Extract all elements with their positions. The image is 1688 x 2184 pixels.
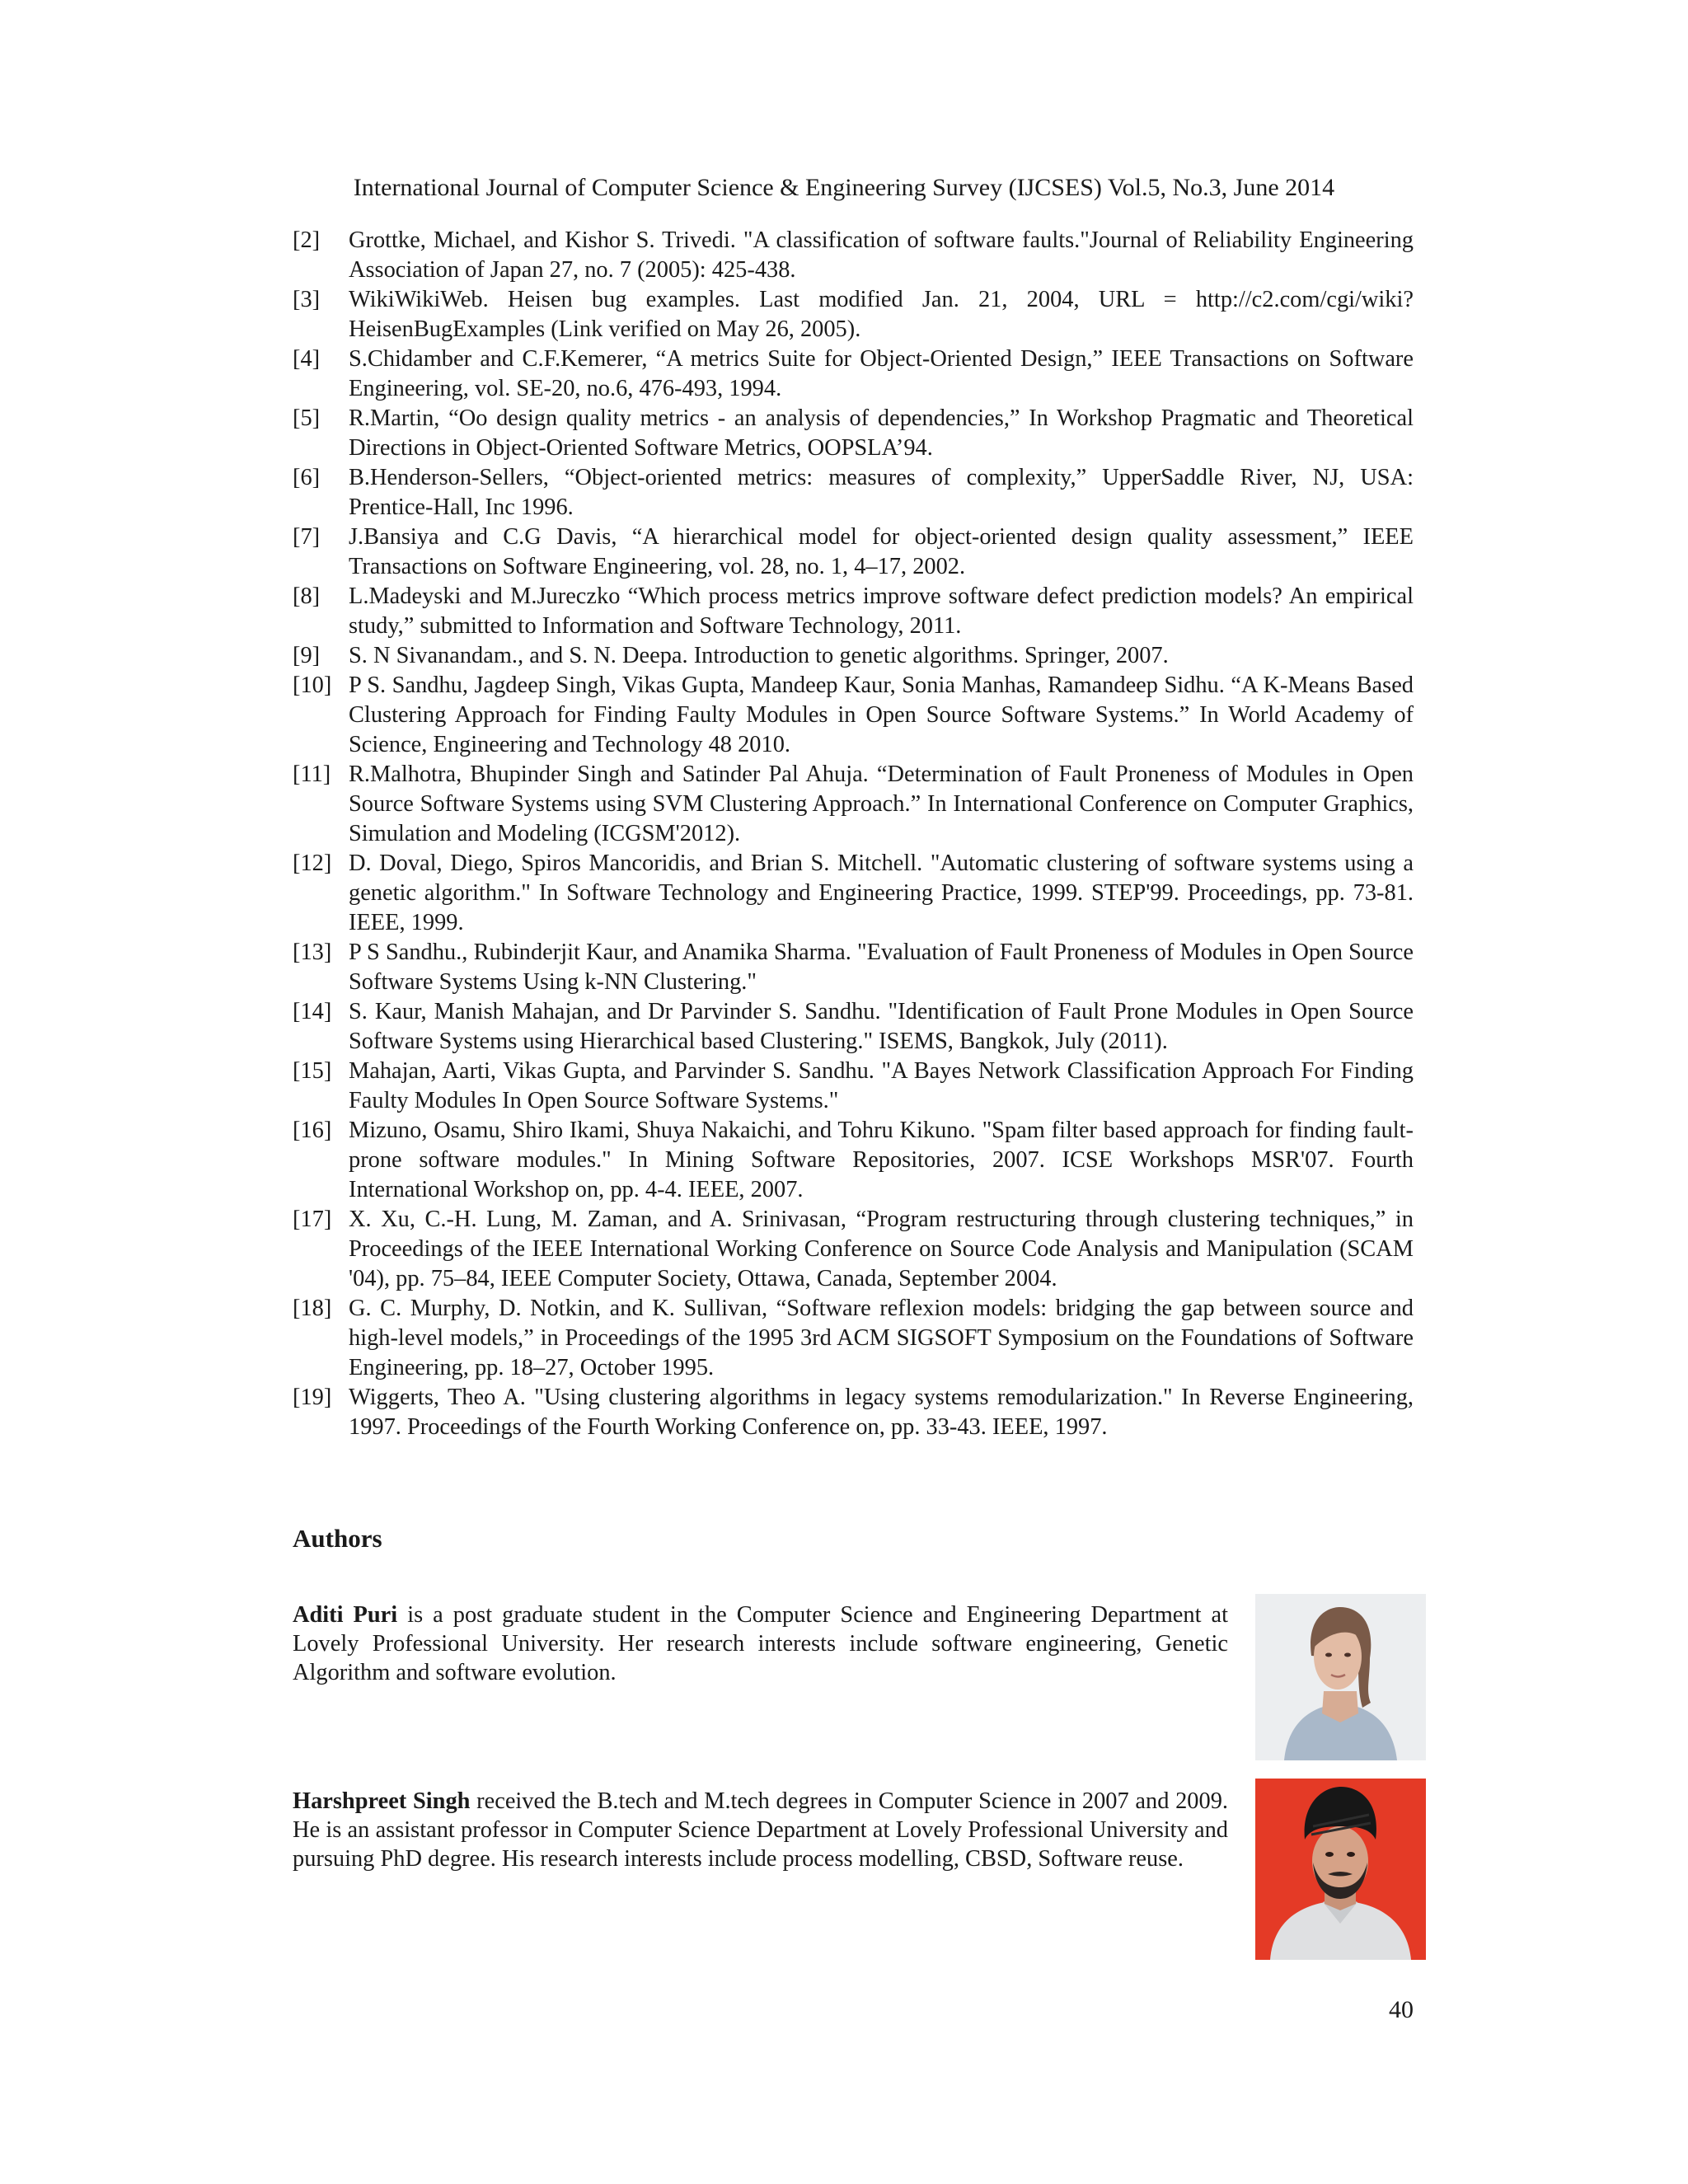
reference-number: [18]	[293, 1296, 332, 1321]
reference-number: [14]	[293, 999, 332, 1024]
reference-text: P S. Sandhu, Jagdeep Singh, Vikas Gupta, Mandeep Kaur, Sonia Manhas, Ramandeep Sidhu. “A K-Means Based Clustering Approach for Finding Faulty Modules in Open Source Software Systems.” In World Academy of Science, Engineering and Technology 48 2010.	[349, 673, 1414, 757]
reference-number: [5]	[293, 405, 321, 431]
reference-number: [17]	[293, 1207, 332, 1232]
reference-number: [12]	[293, 851, 332, 876]
reference-number: [13]	[293, 940, 332, 965]
reference-item	[293, 760, 1414, 849]
reference-item	[293, 523, 1414, 582]
running-header: International Journal of Computer Science & Engineering Survey (IJCSES) Vol.5, No.3, June 2014	[353, 174, 1335, 201]
reference-item	[293, 226, 1414, 285]
reference-item	[293, 1383, 1414, 1442]
author-bio	[293, 1787, 1228, 1873]
reference-item	[293, 404, 1414, 463]
reference-number: [16]	[293, 1118, 332, 1143]
reference-number: [8]	[293, 583, 321, 609]
reference-text: R.Malhotra, Bhupinder Singh and Satinder Pal Ahuja. “Determination of Fault Proneness of Modules in Open Source Software Systems using SVM Clustering Approach.” In International Conference on Computer Graphics, Simulation and Modeling (ICGSM'2012).	[349, 762, 1414, 846]
reference-text: P S Sandhu., Rubinderjit Kaur, and Anamika Sharma. "Evaluation of Fault Proneness of Modules in Open Source Software Systems Using k-NN Clustering."	[349, 940, 1414, 995]
author-name: Aditi Puri	[293, 1602, 398, 1628]
reference-number: [10]	[293, 673, 332, 698]
reference-text: S.Chidamber and C.F.Kemerer, “A metrics Suite for Object-Oriented Design,” IEEE Transactions on Software Engineering, vol. SE-20, no.6, 476-493, 1994.	[349, 346, 1414, 401]
reference-number: [3]	[293, 287, 321, 312]
reference-number: [2]	[293, 227, 321, 253]
reference-number: [7]	[293, 524, 321, 550]
author-bio	[293, 1601, 1228, 1687]
reference-number: [9]	[293, 643, 321, 668]
authors-heading: Authors	[293, 1524, 382, 1553]
author-photo	[1255, 1594, 1426, 1760]
reference-list	[293, 226, 1414, 1442]
reference-text: R.Martin, “Oo design quality metrics - an analysis of dependencies,” In Workshop Pragmatic and Theoretical Directions in Object-Oriented Software Metrics, OOPSLA’94.	[349, 405, 1414, 461]
reference-item	[293, 849, 1414, 938]
reference-item	[293, 582, 1414, 641]
reference-text: S. N Sivanandam., and S. N. Deepa. Introduction to genetic algorithms. Springer, 2007.	[349, 643, 1169, 668]
reference-item	[293, 1294, 1414, 1383]
author-bio-text: is a post graduate student in the Computer Science and Engineering Department at Lovely Professional University. Her research interests include software engineering, Genetic Algorithm and software evolution.	[293, 1602, 1228, 1685]
reference-number: [6]	[293, 465, 321, 490]
reference-text: Grottke, Michael, and Kishor S. Trivedi. "A classification of software faults."Journal of Reliability Engineering Association of Japan 27, no. 7 (2005): 425-438.	[349, 227, 1414, 283]
reference-item	[293, 641, 1414, 671]
author-photo	[1255, 1779, 1426, 1960]
reference-text: X. Xu, C.-H. Lung, M. Zaman, and A. Srinivasan, “Program restructuring through clustering techniques,” in Proceedings of the IEEE International Working Conference on Source Code Analysis and Manipulation (SCAM '04), pp. 75–84, IEEE Computer Society, Ottawa, Canada, September 2004.	[349, 1207, 1414, 1291]
reference-item	[293, 344, 1414, 404]
reference-number: [15]	[293, 1058, 332, 1084]
reference-text: Mahajan, Aarti, Vikas Gupta, and Parvinder S. Sandhu. "A Bayes Network Classification Approach For Finding Faulty Modules In Open Source Software Systems."	[349, 1058, 1414, 1113]
author-name: Harshpreet Singh	[293, 1788, 471, 1814]
reference-item	[293, 1057, 1414, 1116]
reference-text: J.Bansiya and C.G Davis, “A hierarchical model for object-oriented design quality assessment,” IEEE Transactions on Software Engineering, vol. 28, no. 1, 4–17, 2002.	[349, 524, 1414, 579]
reference-text: D. Doval, Diego, Spiros Mancoridis, and Brian S. Mitchell. "Automatic clustering of software systems using a genetic algorithm." In Software Technology and Engineering Practice, 1999. STEP'99. Proceedings, pp. 73-81. IEEE, 1999.	[349, 851, 1414, 935]
reference-item	[293, 463, 1414, 523]
reference-item	[293, 997, 1414, 1057]
reference-item	[293, 938, 1414, 997]
reference-text: B.Henderson-Sellers, “Object-oriented metrics: measures of complexity,” UpperSaddle River, NJ, USA: Prentice-Hall, Inc 1996.	[349, 465, 1414, 520]
page-number: 40	[1389, 1996, 1414, 2023]
reference-item	[293, 1205, 1414, 1294]
reference-item	[293, 1116, 1414, 1205]
reference-text: WikiWikiWeb. Heisen bug examples. Last modified Jan. 21, 2004, URL = http://c2.com/cgi/wiki?HeisenBugExamples (Link verified on May 26, 2005).	[349, 287, 1414, 342]
reference-number: [4]	[293, 346, 321, 372]
reference-text: L.Madeyski and M.Jureczko “Which process metrics improve software defect prediction models? An empirical study,” submitted to Information and Software Technology, 2011.	[349, 583, 1414, 639]
reference-text: Wiggerts, Theo A. "Using clustering algorithms in legacy systems remodularization." In Reverse Engineering, 1997. Proceedings of the Fourth Working Conference on, pp. 33-43. IEEE, 1997.	[349, 1385, 1414, 1440]
author-bio-text: received the B.tech and M.tech degrees in Computer Science in 2007 and 2009. He is an assistant professor in Computer Science Department at Lovely Professional University and pursuing PhD degree. His research interests include process modelling, CBSD, Software reuse.	[293, 1788, 1228, 1872]
reference-item	[293, 671, 1414, 760]
reference-text: Mizuno, Osamu, Shiro Ikami, Shuya Nakaichi, and Tohru Kikuno. "Spam filter based approach for finding fault-prone software modules." In Mining Software Repositories, 2007. ICSE Workshops MSR'07. Fourth International Workshop on, pp. 4-4. IEEE, 2007.	[349, 1118, 1414, 1202]
reference-number: [11]	[293, 762, 331, 787]
reference-text: G. C. Murphy, D. Notkin, and K. Sullivan, “Software reflexion models: bridging the gap between source and high-level models,” in Proceedings of the 1995 3rd ACM SIGSOFT Symposium on the Foundations of Software Engineering, pp. 18–27, October 1995.	[349, 1296, 1414, 1380]
reference-item	[293, 285, 1414, 344]
reference-text: S. Kaur, Manish Mahajan, and Dr Parvinder S. Sandhu. "Identification of Fault Prone Modules in Open Source Software Systems using Hierarchical based Clustering." ISEMS, Bangkok, July (2011).	[349, 999, 1414, 1054]
reference-number: [19]	[293, 1385, 332, 1410]
